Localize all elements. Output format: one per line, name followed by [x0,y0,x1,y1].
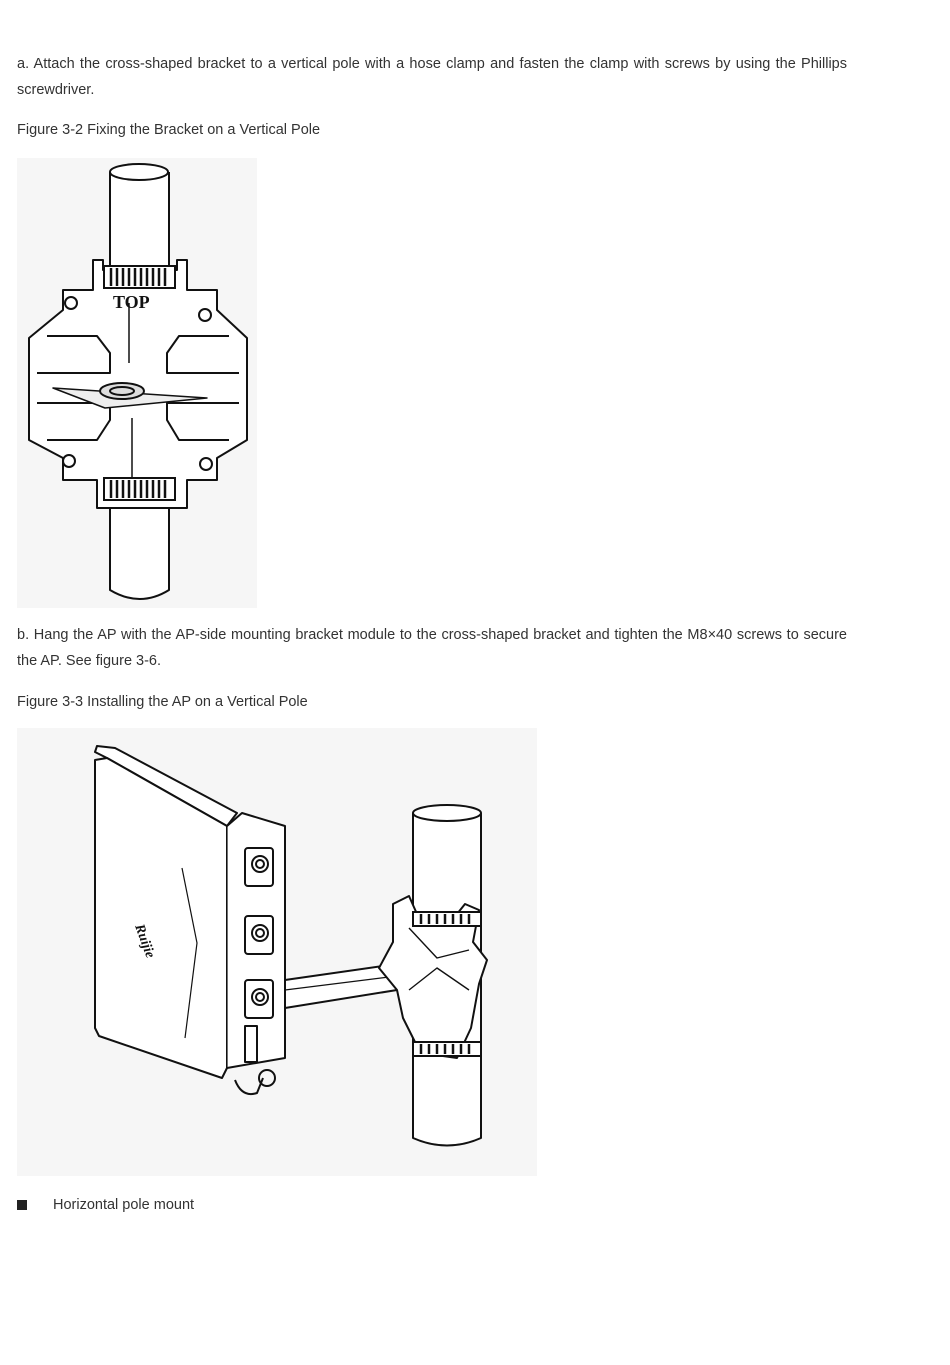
bracket-on-pole-illustration [17,158,257,608]
ruijie-logo: Ruijie [131,922,158,961]
figure-3-3-image [17,728,537,1176]
step-a-text: a. Attach the cross-shaped bracket to a vertical pole with a hose clamp and fasten the clamp with screws by using the Phillips screwdriver. [17,56,847,98]
step-b-text: b. Hang the AP with the AP-side mounting bracket module to the cross-shaped bracket and tighten the M8×40 screws to secure the AP. See figure 3-6. [17,627,847,669]
bullet-list-item [17,1197,194,1213]
bracket-top-label: TOP [113,292,150,312]
ap-on-pole-illustration [17,728,537,1176]
bullet-item-label: Horizontal pole mount [53,1197,195,1213]
figure-3-3-caption: Figure 3-3 Installing the AP on a Vertical Pole [17,694,308,710]
figure-3-2-image [17,158,257,608]
figure-3-2-caption: Figure 3-2 Fixing the Bracket on a Vertical Pole [17,122,321,138]
bullet-square-icon [17,1200,27,1210]
